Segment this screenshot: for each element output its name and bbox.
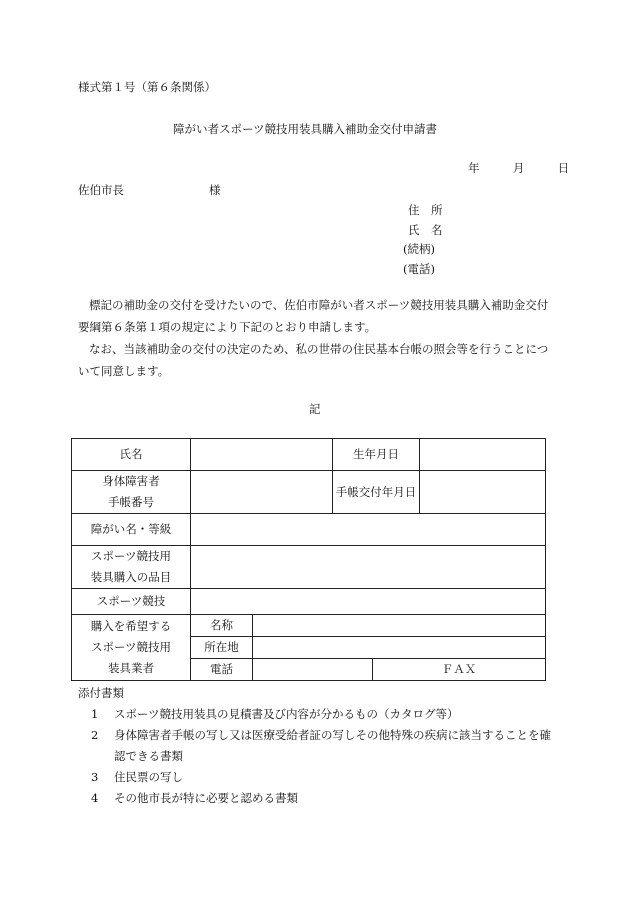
attachment-text: 住民票の写し bbox=[114, 770, 183, 784]
applicant-phone-label: (電話) bbox=[403, 262, 435, 276]
form-number: 様式第１号（第６条関係） bbox=[78, 80, 216, 94]
applicant-address-label: 住 所 bbox=[408, 203, 443, 217]
body-paragraph-2: なお、当該補助金の交付の決定のため、私の世帯の住民基本台帳の照会等を行うことについて同意します。 bbox=[78, 342, 549, 378]
label-item-line1: スポーツ競技用 bbox=[90, 549, 172, 563]
label-cert-number-line1: 身体障害者 bbox=[102, 474, 160, 488]
field-birthdate[interactable] bbox=[420, 439, 546, 471]
field-item[interactable] bbox=[191, 546, 546, 589]
label-issue-date: 手帳交付年月日 bbox=[333, 471, 420, 514]
date-day: 日 bbox=[557, 161, 570, 175]
applicant-name-label: 氏 名 bbox=[408, 223, 443, 237]
date-year: 年 bbox=[468, 161, 480, 175]
attachment-text: その他市長が特に必要と認める書類 bbox=[114, 791, 298, 805]
attachment-item bbox=[78, 788, 558, 809]
attachment-num: 4 bbox=[91, 791, 99, 805]
label-vendor-location: 所在地 bbox=[191, 637, 253, 659]
attachments-heading: 添付書類 bbox=[78, 686, 124, 700]
field-issue-date[interactable] bbox=[420, 471, 546, 514]
attachment-item bbox=[78, 767, 558, 788]
attachment-num: 1 bbox=[91, 707, 99, 721]
body-text bbox=[78, 294, 552, 382]
field-cert-number[interactable] bbox=[191, 471, 333, 514]
label-vendor-name: 名称 bbox=[191, 615, 253, 637]
label-vendor-fax: ＦＡＸ bbox=[373, 659, 546, 681]
label-cert-number-line2: 手帳番号 bbox=[108, 495, 154, 509]
label-item-line2: 装具購入の品目 bbox=[90, 570, 172, 584]
label-birthdate: 生年月日 bbox=[333, 439, 420, 471]
application-table bbox=[71, 438, 546, 681]
attachment-item bbox=[78, 704, 558, 725]
field-disability[interactable] bbox=[191, 514, 546, 546]
label-item bbox=[72, 546, 191, 589]
label-vendor-line2: スポーツ競技用 bbox=[90, 640, 172, 654]
field-vendor-phone[interactable] bbox=[253, 659, 373, 681]
label-sport: スポーツ競技 bbox=[72, 589, 191, 615]
label-vendor bbox=[72, 615, 191, 681]
label-vendor-phone: 電話 bbox=[191, 659, 253, 681]
label-disability: 障がい名・等級 bbox=[72, 514, 191, 546]
field-vendor-name[interactable] bbox=[253, 615, 546, 637]
label-name: 氏名 bbox=[72, 439, 191, 471]
date-line bbox=[468, 160, 569, 176]
body-paragraph-1: 標記の補助金の交付を受けたいので、佐伯市障がい者スポーツ競技用装具購入補助金交付要綱第６条第１項の規定により下記のとおり申請します。 bbox=[78, 298, 549, 334]
label-vendor-line3: 装具業者 bbox=[108, 661, 154, 675]
field-name[interactable] bbox=[191, 439, 333, 471]
attachment-num: 3 bbox=[91, 770, 99, 784]
applicant-relation-label: (続柄) bbox=[403, 242, 435, 256]
attachment-num: 2 bbox=[91, 728, 99, 742]
label-cert-number bbox=[72, 471, 191, 514]
attachment-text: 身体障害者手帳の写し又は医療受給者証の写しその他特殊の疾病に該当することを確認できる書類 bbox=[114, 728, 551, 763]
addressee-to: 佐伯市長 bbox=[78, 183, 124, 197]
ki-heading: 記 bbox=[309, 402, 321, 416]
attachments bbox=[78, 683, 558, 809]
document-title: 障がい者スポーツ競技用装具購入補助金交付申請書 bbox=[173, 122, 438, 136]
field-vendor-location[interactable] bbox=[253, 637, 546, 659]
attachment-text: スポーツ競技用装具の見積書及び内容が分かるもの（カタログ等） bbox=[114, 707, 459, 721]
attachment-item bbox=[78, 725, 558, 767]
date-month: 月 bbox=[512, 161, 525, 175]
label-vendor-line1: 購入を希望する bbox=[90, 619, 172, 633]
addressee bbox=[78, 182, 124, 198]
field-sport[interactable] bbox=[191, 589, 546, 615]
addressee-honorific: 様 bbox=[209, 183, 221, 197]
